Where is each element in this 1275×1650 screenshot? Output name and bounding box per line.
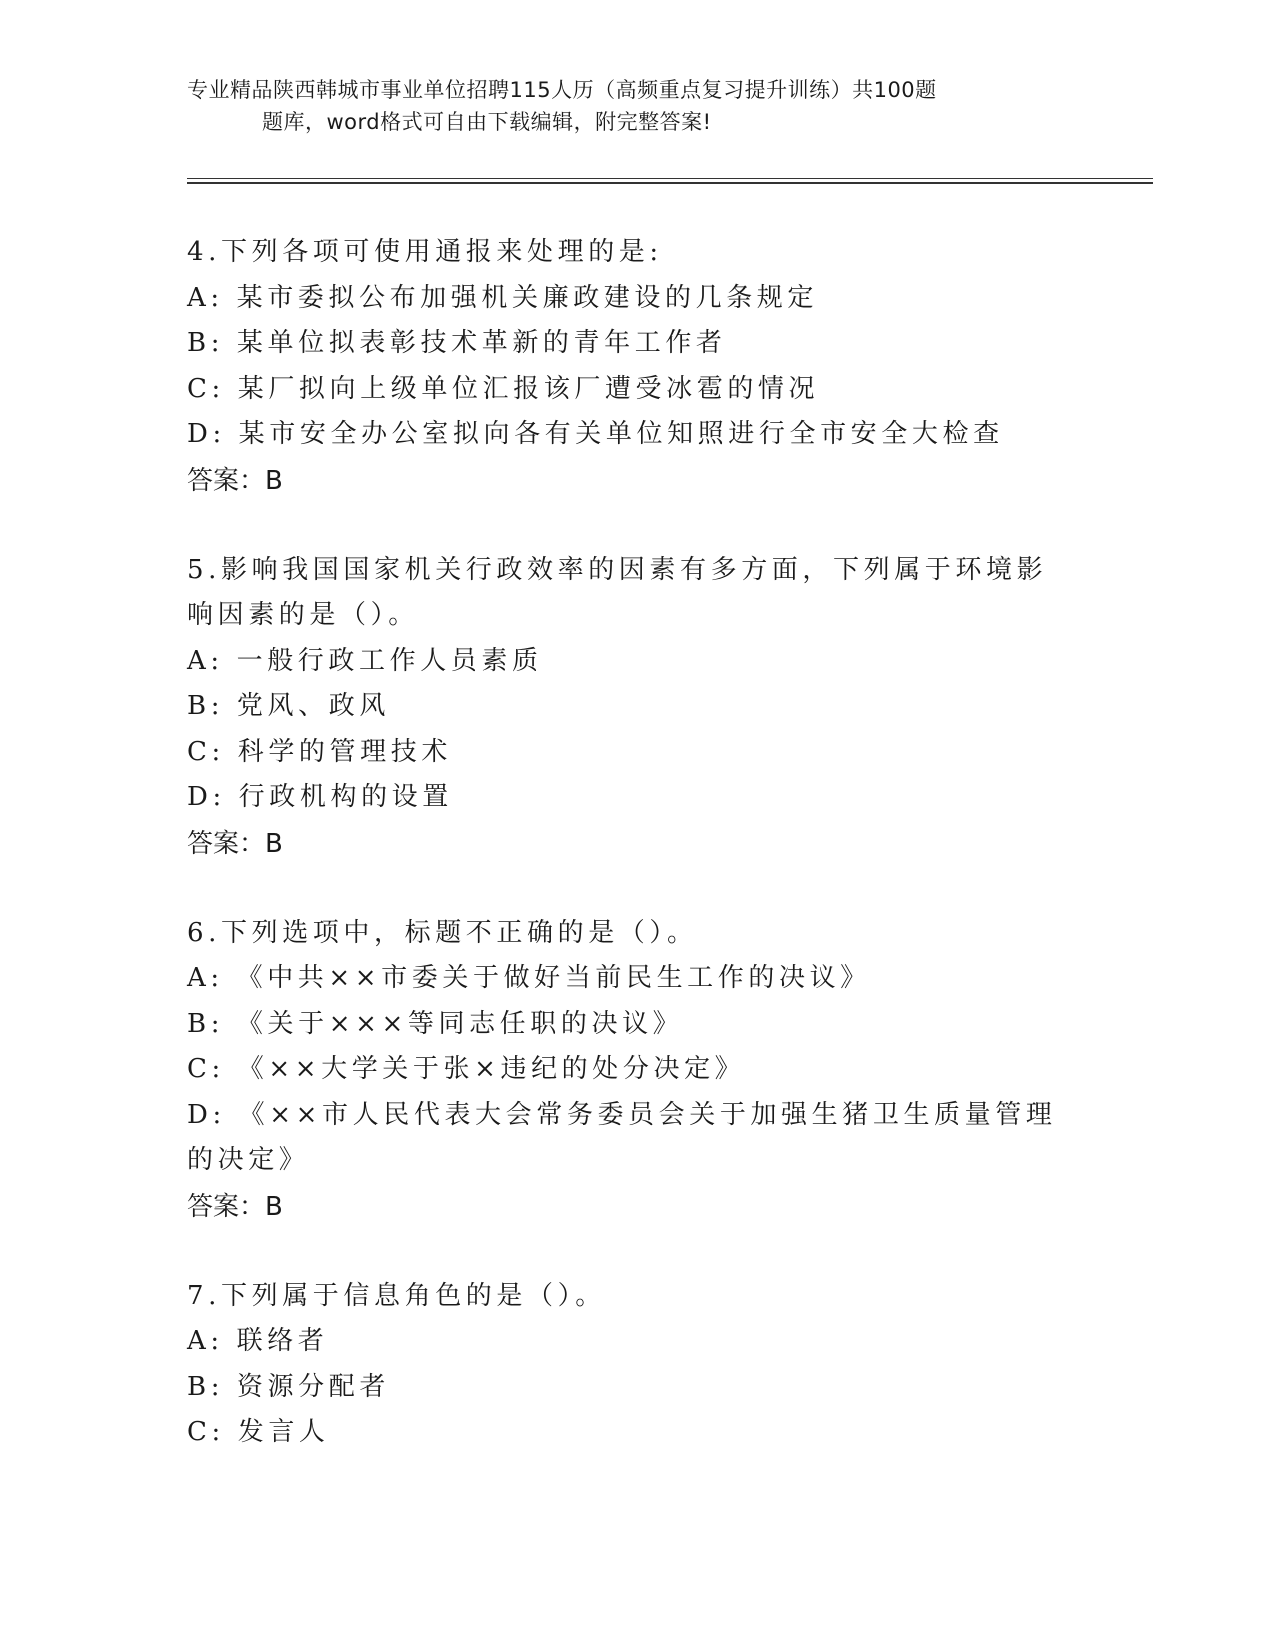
question-6 [187, 911, 1087, 1230]
option-d: D: 《××市人民代表大会常务委员会关于加强生猪卫生质量管理的决定》 [187, 1099, 1057, 1175]
question-stem: 4.下列各项可使用通报来处理的是: [187, 237, 663, 267]
option-c: C: 科学的管理技术 [187, 736, 452, 767]
question-5 [187, 548, 1087, 867]
option-a: A: 一般行政工作人员素质 [187, 645, 543, 676]
answer-text: 答案：B [187, 1191, 283, 1222]
question-list [187, 230, 1087, 1500]
header-divider [187, 178, 1153, 179]
question-stem: 6.下列选项中，标题不正确的是（）。 [187, 917, 698, 948]
document-title-line-1: 专业精品陕西韩城市事业单位招聘115人历（高频重点复习提升训练）共100题 [187, 78, 937, 102]
option-c: C: 《××大学关于张×违纪的处分决定》 [187, 1054, 746, 1084]
option-c: C: 发言人 [187, 1417, 330, 1447]
option-b: B: 资源分配者 [187, 1371, 390, 1402]
option-b: B: 某单位拟表彰技术革新的青年工作者 [187, 328, 727, 358]
question-4 [187, 230, 1087, 504]
option-d: D: 行政机构的设置 [187, 782, 453, 812]
option-d: D: 某市安全办公室拟向各有关单位知照进行全市安全大检查 [187, 419, 1004, 449]
option-a: A: 《中共××市委关于做好当前民生工作的决议》 [187, 963, 871, 993]
question-stem: 7.下列属于信息角色的是（）。 [187, 1280, 606, 1311]
option-a: A: 某市委拟公布加强机关廉政建设的几条规定 [187, 282, 819, 313]
answer-text: 答案：B [187, 465, 283, 496]
option-a: A: 联络者 [187, 1326, 329, 1356]
option-b: B: 党风、政风 [187, 691, 390, 721]
question-stem: 5.影响我国国家机关行政效率的因素有多方面，下列属于环境影响因素的是（）。 [187, 554, 1048, 630]
option-b: B: 《关于×××等同志任职的决议》 [187, 1008, 684, 1039]
header-divider-double [187, 182, 1153, 184]
question-7 [187, 1274, 1087, 1456]
answer-text: 答案：B [187, 828, 283, 859]
option-c: C: 某厂拟向上级单位汇报该厂遭受冰雹的情况 [187, 373, 820, 404]
document-title-line-2: 题库，word格式可自由下载编辑，附完整答案! [262, 110, 712, 134]
